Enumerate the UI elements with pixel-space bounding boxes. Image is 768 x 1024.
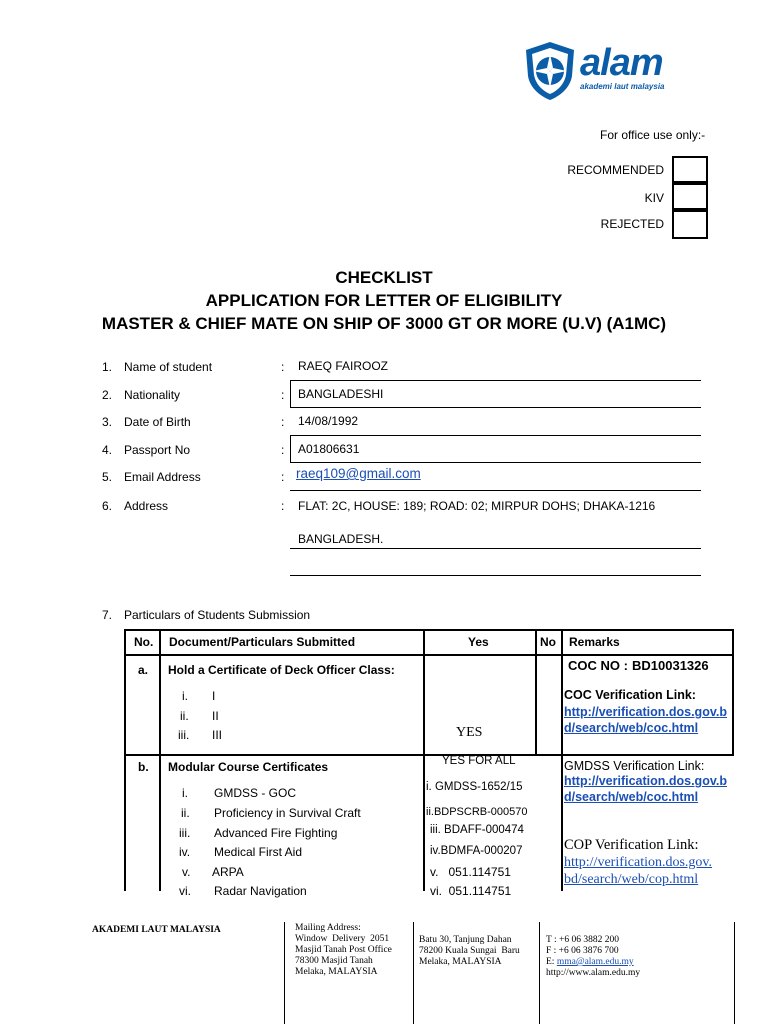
footer-line: 78200 Kuala Sungai Baru [419, 946, 520, 956]
course-medical-first-aid: Medical First Aid [214, 845, 303, 859]
colon: : [281, 443, 285, 457]
footer-divider [413, 922, 414, 1024]
list-item-num: iv. [179, 845, 191, 859]
header-remarks: Remarks [569, 635, 620, 649]
passport-value[interactable]: A01806631 [298, 442, 360, 456]
table-border [124, 629, 126, 891]
list-item-num: iii. [178, 728, 190, 742]
footer-website[interactable]: http://www.alam.edu.my [546, 968, 641, 978]
name-label: Name of student [124, 360, 213, 374]
table-border [423, 629, 425, 891]
footer-fax: F : +6 06 3876 700 [546, 946, 619, 956]
header-document: Document/Particulars Submitted [169, 635, 356, 649]
office-option-kiv: KIV [644, 191, 664, 205]
logo-tagline: akademi laut malaysia [580, 82, 665, 91]
name-value[interactable]: RAEQ FAIROOZ [298, 359, 389, 373]
gmdss-verification-link[interactable]: http://verification.dos.gov.b [564, 774, 727, 788]
dob-label: Date of Birth [124, 415, 191, 429]
course-cert-no: i. GMDSS-1652/15 [426, 781, 523, 793]
table-border [159, 629, 161, 891]
course-arpa: ARPA [212, 865, 244, 879]
footer-line: Melaka, MALAYSIA [295, 967, 378, 977]
submission-table [124, 629, 734, 898]
table-border [535, 629, 537, 755]
address-line-1[interactable]: FLAT: 2C, HOUSE: 189; ROAD: 02; MIRPUR DOHS; DHAKA-1216 [298, 499, 656, 513]
coc-link-label: COC Verification Link: [564, 688, 696, 702]
table-border [124, 754, 734, 756]
section-number: 7. [102, 608, 113, 622]
coc-no-label: COC NO : [568, 658, 628, 673]
list-item-num: ii. [180, 709, 189, 723]
course-survival-craft: Proficiency in Survival Craft [214, 806, 361, 820]
field-underline [290, 435, 701, 436]
compass-shield-icon [522, 40, 578, 102]
cop-verification-link[interactable]: http://verification.dos.gov. [564, 855, 713, 870]
header-yes: Yes [468, 635, 489, 649]
list-item-num: iii. [179, 826, 191, 840]
footer-email-label: E: [546, 957, 555, 967]
footer-divider [539, 922, 540, 1024]
footer-line: Batu 30, Tanjung Dahan [419, 935, 512, 945]
title-application: APPLICATION FOR LETTER OF ELIGIBILITY [205, 291, 563, 310]
course-cert-no: vi. 051.114751 [430, 884, 512, 898]
footer-phone: T : +6 06 3882 200 [546, 935, 620, 945]
recommended-checkbox[interactable] [672, 156, 708, 183]
field-number: 4. [102, 443, 113, 457]
footer-office-address [419, 935, 520, 968]
rejected-checkbox[interactable] [672, 210, 708, 239]
colon: : [281, 415, 285, 429]
footer-email-link[interactable]: mma@alam.edu.my [556, 957, 634, 967]
colon: : [281, 470, 285, 484]
footer-mailing-address [295, 923, 392, 978]
header-no: No. [134, 635, 154, 649]
nationality-value[interactable]: BANGLADESHI [298, 387, 384, 401]
office-option-rejected: REJECTED [600, 217, 664, 231]
gmdss-verification-link-cont[interactable]: d/search/web/coc.html [564, 790, 699, 804]
row-b-number: b. [138, 760, 149, 774]
footer-line: Melaka, MALAYSIA [419, 957, 502, 967]
field-number: 6. [102, 499, 113, 513]
email-label: Email Address [124, 470, 201, 484]
office-use-heading: For office use only:- [600, 128, 706, 142]
footer-divider [734, 922, 735, 1024]
cop-link-label: COP Verification Link: [564, 837, 699, 853]
footer-line: Masjid Tanah Post Office [295, 945, 392, 955]
course-radar-navigation: Radar Navigation [214, 884, 307, 898]
dob-value[interactable]: 14/08/1992 [298, 414, 359, 428]
field-number: 2. [102, 388, 113, 402]
header-no-col: No [540, 635, 556, 649]
coc-no-value: BD10031326 [632, 658, 709, 673]
list-item-num: vi. [179, 884, 191, 898]
footer-divider [284, 922, 285, 1024]
office-option-recommended: RECOMMENDED [567, 163, 664, 177]
field-border [290, 436, 291, 462]
section-label: Particulars of Students Submission [124, 608, 311, 622]
colon: : [281, 388, 285, 402]
footer-email-row [546, 957, 640, 968]
field-underline [290, 575, 701, 576]
course-fire-fighting: Advanced Fire Fighting [214, 826, 338, 840]
table-border [124, 654, 734, 656]
field-underline [290, 380, 701, 381]
address-label: Address [124, 499, 169, 513]
row-b-title: Modular Course Certificates [168, 760, 329, 774]
list-item-num: v. [182, 865, 191, 879]
field-number: 1. [102, 360, 113, 374]
coc-verification-link-cont[interactable]: d/search/web/coc.html [564, 721, 699, 735]
colon: : [281, 499, 285, 513]
kiv-checkbox[interactable] [672, 183, 708, 210]
field-underline [290, 407, 701, 408]
field-number: 5. [102, 470, 113, 484]
row-a-title: Hold a Certificate of Deck Officer Class: [168, 663, 395, 677]
course-cert-no: v. 051.114751 [430, 865, 511, 879]
row-a-number: a. [138, 663, 149, 677]
footer-line: Mailing Address: [295, 923, 361, 933]
title-checklist: CHECKLIST [335, 268, 433, 287]
class-iii: III [212, 728, 223, 742]
field-underline [290, 462, 701, 463]
table-border [732, 629, 734, 755]
footer-org: AKADEMI LAUT MALAYSIA [92, 925, 221, 935]
email-link[interactable]: raeq109@gmail.com [296, 466, 421, 481]
passport-label: Passport No [124, 443, 191, 457]
field-underline [290, 490, 701, 491]
field-number: 3. [102, 415, 113, 429]
course-cert-no: ii.BDPSCRB-000570 [426, 806, 528, 818]
list-item-num: i. [182, 786, 188, 800]
footer-line: Window Delivery 2051 [295, 934, 390, 944]
list-item-num: i. [182, 689, 188, 703]
course-cert-no: iii. BDAFF-000474 [430, 824, 524, 836]
cop-verification-link-cont[interactable]: bd/search/web/cop.html [564, 872, 699, 887]
title-master-chief-mate: MASTER & CHIEF MATE ON SHIP OF 3000 GT OR MORE (U.V) (A1MC) [101, 314, 667, 333]
footer-line: 78300 Masjid Tanah [295, 956, 373, 966]
field-underline [290, 548, 701, 549]
field-border [290, 381, 291, 407]
footer-contact [546, 935, 640, 979]
course-cert-no: iv.BDMFA-000207 [430, 845, 523, 857]
nationality-label: Nationality [124, 388, 181, 402]
colon: : [281, 360, 285, 374]
coc-verification-link[interactable]: http://verification.dos.gov.b [564, 705, 727, 719]
class-ii: II [212, 709, 219, 723]
row-a-yes: YES [456, 725, 483, 740]
class-i: I [212, 689, 216, 703]
address-line-2[interactable]: BANGLADESH. [298, 532, 384, 546]
alam-logo [522, 40, 682, 104]
logo-wordmark: alam [580, 42, 663, 84]
course-gmdss: GMDSS - GOC [214, 786, 297, 800]
table-border [561, 629, 563, 891]
yes-for-all: YES FOR ALL [442, 755, 516, 767]
list-item-num: ii. [181, 806, 190, 820]
table-border [124, 629, 734, 631]
gmdss-link-label: GMDSS Verification Link: [564, 759, 705, 773]
